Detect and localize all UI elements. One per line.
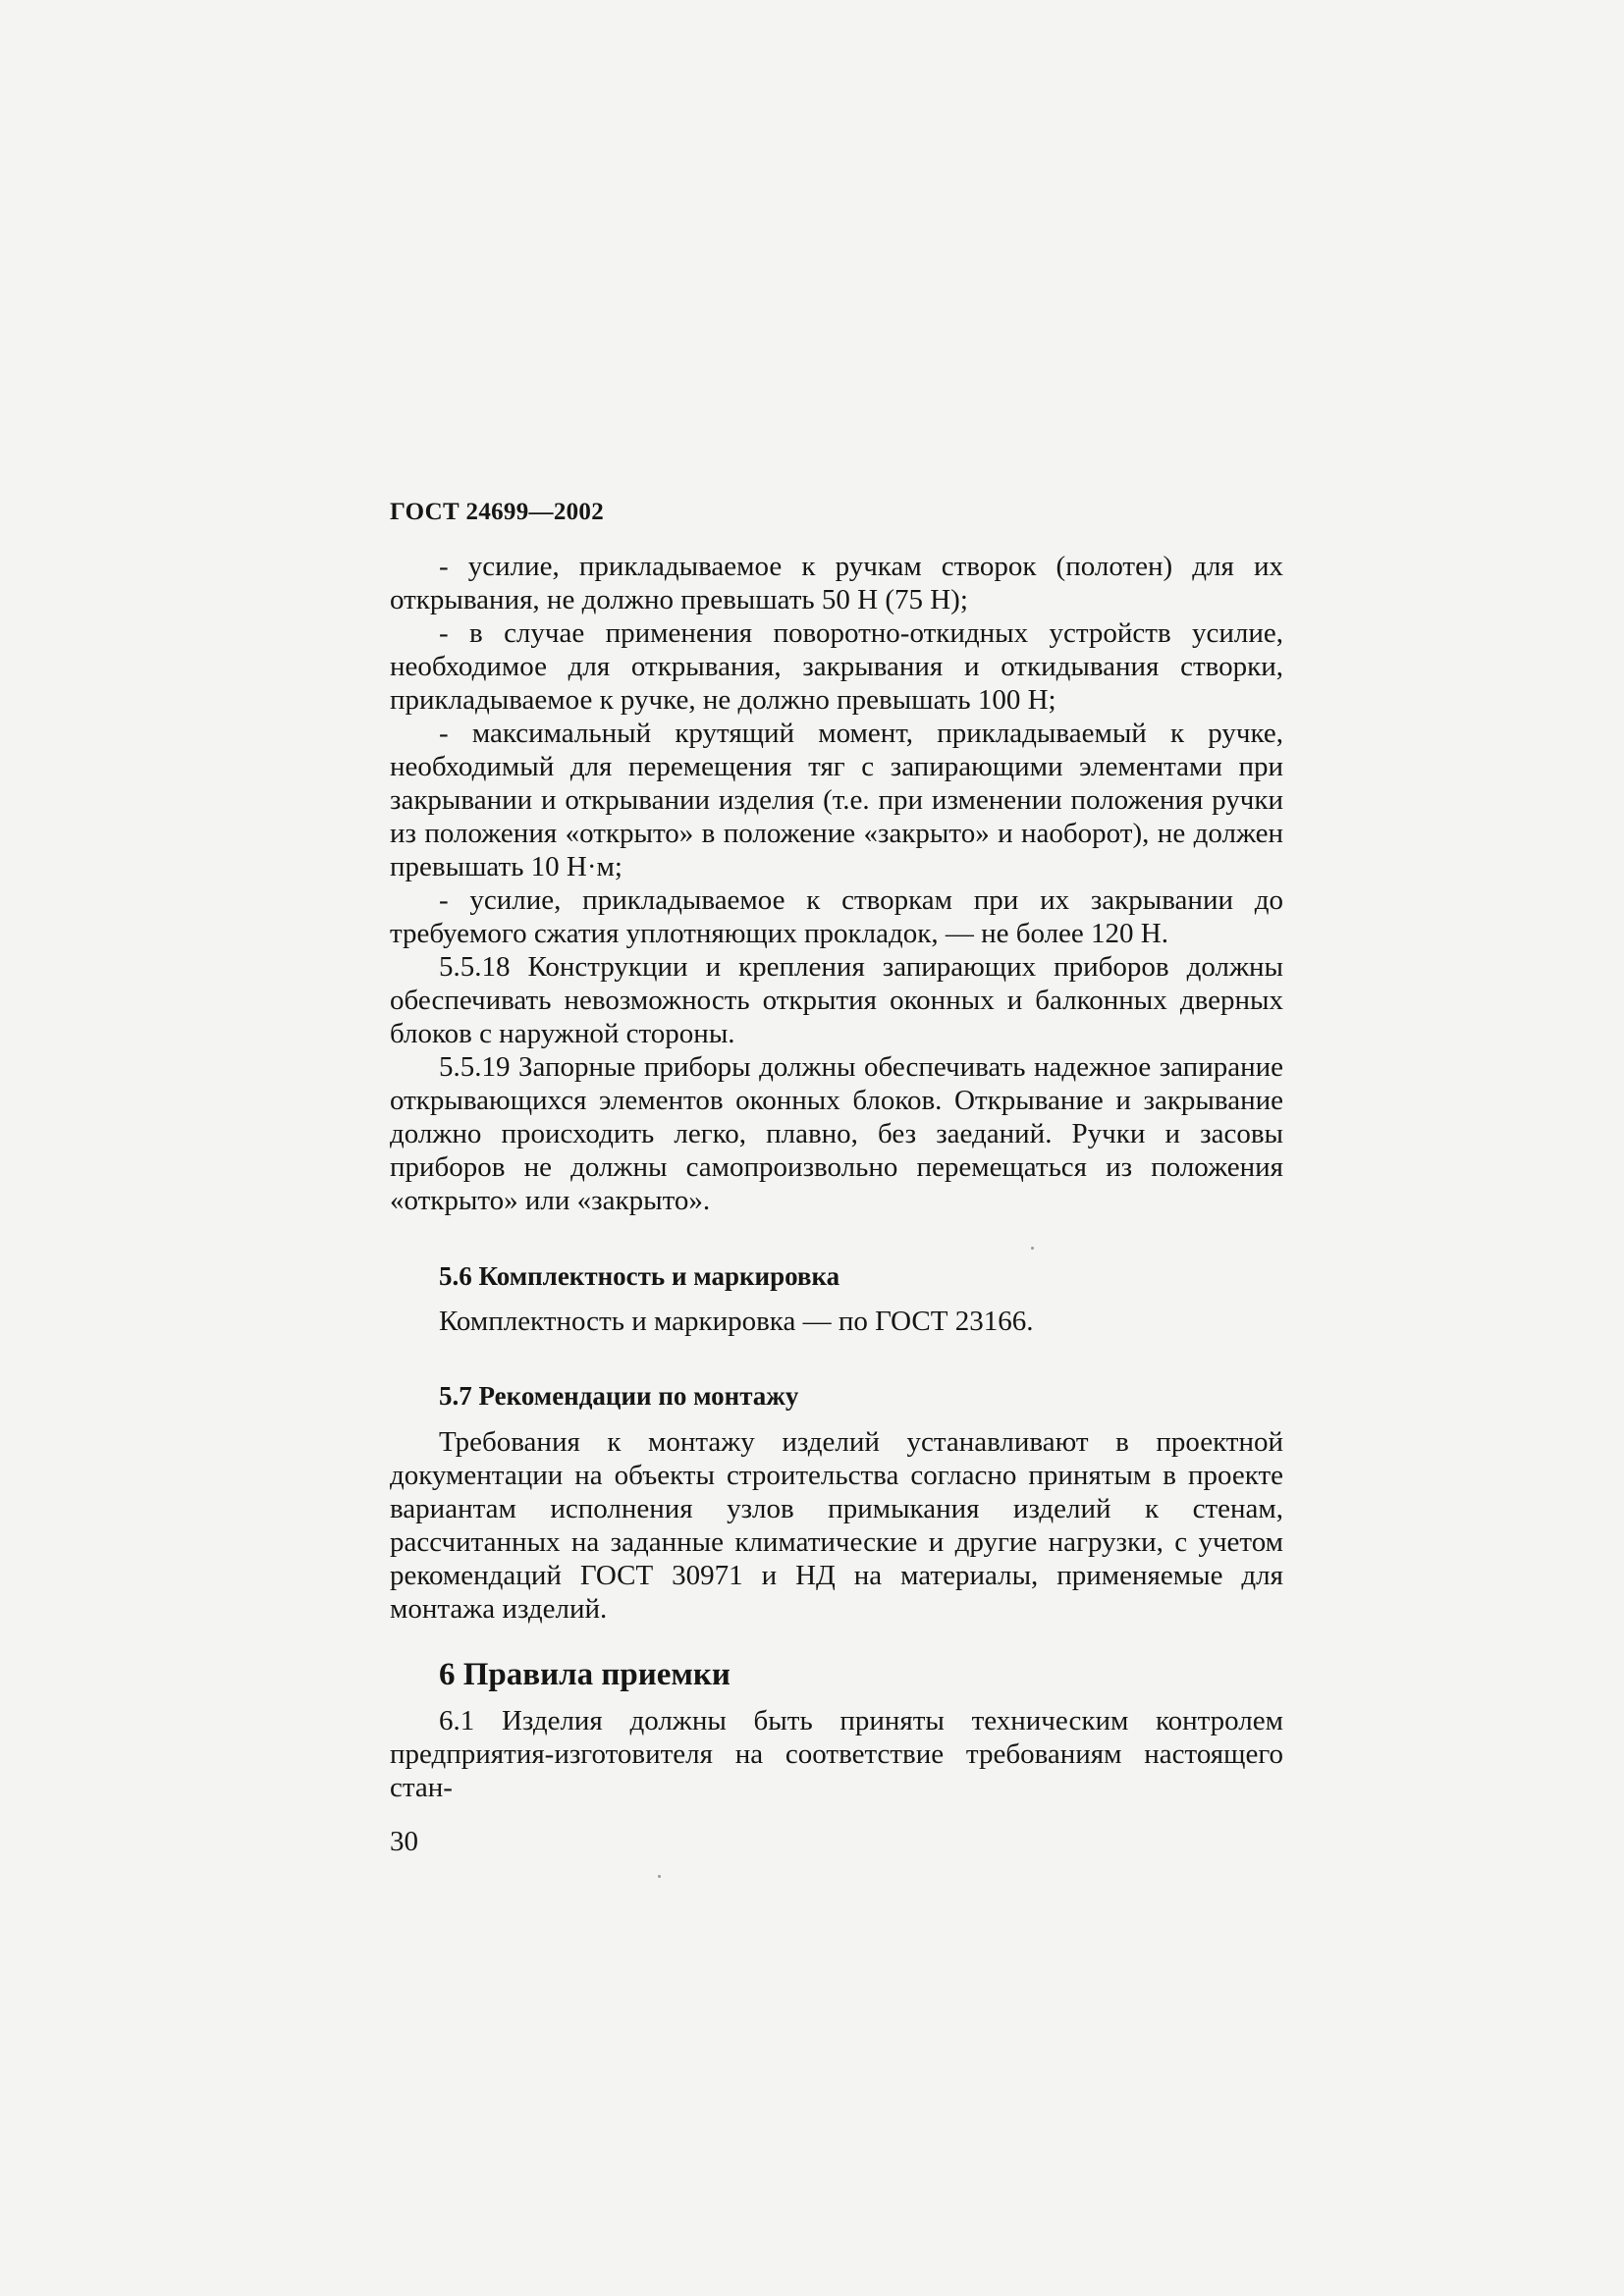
paragraph-5-5-18: 5.5.18 Конструкции и крепления запирающих приборов должны обеспечивать невозможность открытия оконных и балконных дверных блоков с наружной стороны. (390, 951, 1283, 1049)
chapter-heading-6: 6 Правила приемки (439, 1657, 731, 1692)
paragraph-handle-force: - усилие, прикладываемое к ручкам створок (полотен) для их открывания, не должно превышать 50 Н (75 Н); (390, 551, 1283, 615)
paragraph-5-6: Комплектность и маркировка — по ГОСТ 23166. (439, 1306, 1034, 1337)
section-heading-5-7: 5.7 Рекомендации по монтажу (439, 1381, 799, 1411)
page-number: 30 (390, 1826, 418, 1857)
document-header-code: ГОСТ 24699—2002 (390, 499, 605, 525)
paragraph-tilt-turn-force: - в случае применения поворотно-откидных устройств усилие, необходимое для открывания, закрывания и откидывания створки, прикладываемое к ручке, не должно превышать 100 Н; (390, 617, 1283, 716)
scan-speck (1031, 1247, 1034, 1250)
scan-speck (658, 1875, 661, 1878)
paragraph-5-5-19: 5.5.19 Запорные приборы должны обеспечивать надежное запирание открывающихся элементов оконных блоков. Открывание и закрывание должно происходить легко, плавно, без заеданий. Ручки и засовы приборов не должны самопроизвольно перемещаться из положения «открыто» или «закрыто». (390, 1051, 1283, 1216)
section-heading-5-6: 5.6 Комплектность и маркировка (439, 1261, 840, 1291)
paragraph-seal-compression: - усилие, прикладываемое к створкам при их закрывании до требуемого сжатия уплотняющих прокладок, — не более 120 Н. (390, 884, 1283, 949)
paragraph-6-1: 6.1 Изделия должны быть приняты техническим контролем предприятия-изготовителя на соответствие требованиям настоящего стан- (390, 1705, 1283, 1803)
paragraph-5-7: Требования к монтажу изделий устанавливают в проектной документации на объекты строительства согласно принятым в проекте вариантам исполнения узлов примыкания изделий к стенам, рассчитанных на заданные климатические и другие нагрузки, с учетом рекомендаций ГОСТ 30971 и НД на материалы, применяемые для монтажа изделий. (390, 1426, 1283, 1625)
paragraph-torque: - максимальный крутящий момент, прикладываемый к ручке, необходимый для перемещения тяг с запирающими элементами при закрывании и открывании изделия (т.е. при изменении положения ручки из положения «открыто» в положение «закрыто» и наоборот), не должен превышать 10 Н·м; (390, 718, 1283, 882)
document-body (390, 550, 1283, 1804)
